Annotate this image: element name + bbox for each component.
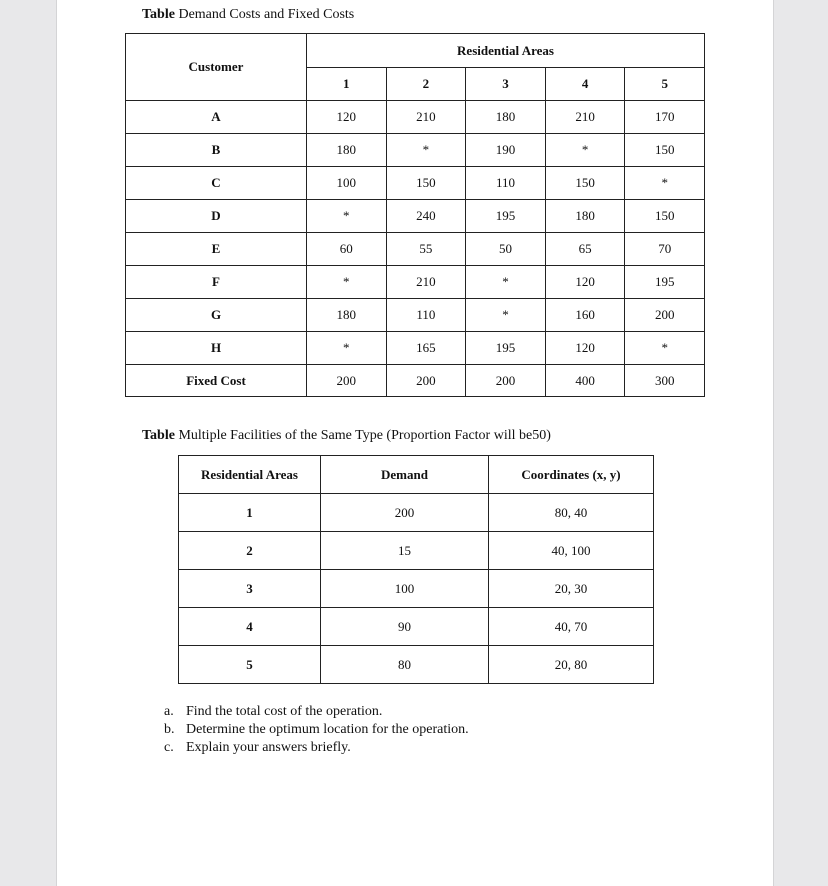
table2-header-2: Demand — [321, 456, 489, 494]
area-cell: 2 — [179, 532, 321, 570]
cost-cell: 70 — [625, 233, 705, 266]
area-header-5: 5 — [625, 68, 705, 101]
table1-caption-text: Demand Costs and Fixed Costs — [174, 7, 355, 22]
cost-cell: 50 — [466, 233, 546, 266]
question-letter: c. — [164, 740, 174, 755]
table2-caption-label: Table — [142, 428, 175, 443]
cost-cell: 120 — [545, 266, 625, 299]
question-item — [164, 739, 469, 757]
table2-caption-text: Multiple Facilities of the Same Type (Proportion Factor will be50) — [174, 428, 551, 443]
table-row — [126, 167, 705, 200]
question-item — [164, 721, 469, 739]
table-row — [126, 266, 705, 299]
customer-cell: E — [126, 233, 307, 266]
demand-cell: 90 — [321, 608, 489, 646]
cost-cell: 100 — [307, 167, 387, 200]
fixed-cost-row — [126, 365, 705, 397]
table2-caption — [142, 428, 551, 444]
customer-cell: C — [126, 167, 307, 200]
cost-cell: 150 — [625, 134, 705, 167]
area-cell: 1 — [179, 494, 321, 532]
question-letter: a. — [164, 704, 174, 719]
question-letter: b. — [164, 722, 175, 737]
table2-header-1: Residential Areas — [179, 456, 321, 494]
cost-cell: * — [625, 332, 705, 365]
area-header-2: 2 — [386, 68, 466, 101]
cost-cell: * — [307, 200, 387, 233]
cost-cell: 110 — [466, 167, 546, 200]
cost-cell: * — [386, 134, 466, 167]
demand-costs-table — [125, 33, 705, 397]
question-text: Find the total cost of the operation. — [186, 704, 383, 719]
fixed-cost-cell: 200 — [386, 365, 466, 397]
cost-cell: 150 — [545, 167, 625, 200]
question-text: Determine the optimum location for the operation. — [186, 722, 469, 737]
table1-caption — [142, 7, 354, 23]
table-row — [179, 646, 654, 684]
table-row — [179, 570, 654, 608]
cost-cell: 120 — [545, 332, 625, 365]
customer-cell: H — [126, 332, 307, 365]
coordinates-cell: 40, 70 — [489, 608, 654, 646]
cost-cell: 180 — [545, 200, 625, 233]
cost-cell: 165 — [386, 332, 466, 365]
demand-cell: 100 — [321, 570, 489, 608]
cost-cell: 180 — [307, 299, 387, 332]
question-text: Explain your answers briefly. — [186, 740, 351, 755]
area-cell: 5 — [179, 646, 321, 684]
area-header-4: 4 — [545, 68, 625, 101]
cost-cell: * — [307, 332, 387, 365]
cost-cell: 195 — [466, 332, 546, 365]
fixed-cost-cell: 200 — [307, 365, 387, 397]
area-header-1: 1 — [307, 68, 387, 101]
cost-cell: * — [307, 266, 387, 299]
cost-cell: 195 — [625, 266, 705, 299]
multiple-facilities-table — [178, 455, 654, 684]
cost-cell: 210 — [545, 101, 625, 134]
coordinates-cell: 40, 100 — [489, 532, 654, 570]
table-row — [179, 532, 654, 570]
customer-cell: D — [126, 200, 307, 233]
cost-cell: 240 — [386, 200, 466, 233]
customer-cell: B — [126, 134, 307, 167]
cost-cell: 180 — [466, 101, 546, 134]
area-cell: 4 — [179, 608, 321, 646]
cost-cell: 160 — [545, 299, 625, 332]
cost-cell: 55 — [386, 233, 466, 266]
cost-cell: 150 — [386, 167, 466, 200]
demand-cell: 80 — [321, 646, 489, 684]
coordinates-cell: 80, 40 — [489, 494, 654, 532]
table-row — [126, 299, 705, 332]
questions-list — [164, 703, 469, 757]
cost-cell: * — [466, 299, 546, 332]
table-row — [179, 608, 654, 646]
customer-cell: F — [126, 266, 307, 299]
document-page — [56, 0, 774, 886]
cost-cell: 150 — [625, 200, 705, 233]
cost-cell: 180 — [307, 134, 387, 167]
cost-cell: 120 — [307, 101, 387, 134]
fixed-cost-label: Fixed Cost — [126, 365, 307, 397]
area-cell: 3 — [179, 570, 321, 608]
cost-cell: 210 — [386, 266, 466, 299]
cost-cell: 60 — [307, 233, 387, 266]
fixed-cost-cell: 300 — [625, 365, 705, 397]
cost-cell: 65 — [545, 233, 625, 266]
customer-cell: A — [126, 101, 307, 134]
question-item — [164, 703, 469, 721]
table1-caption-label: Table — [142, 7, 175, 22]
cost-cell: 170 — [625, 101, 705, 134]
table-row — [126, 200, 705, 233]
customer-cell: G — [126, 299, 307, 332]
fixed-cost-cell: 200 — [466, 365, 546, 397]
table2-header-3: Coordinates (x, y) — [489, 456, 654, 494]
residential-areas-header: Residential Areas — [307, 34, 705, 68]
coordinates-cell: 20, 30 — [489, 570, 654, 608]
cost-cell: 190 — [466, 134, 546, 167]
table-row — [179, 494, 654, 532]
table-row — [126, 134, 705, 167]
demand-cell: 200 — [321, 494, 489, 532]
coordinates-cell: 20, 80 — [489, 646, 654, 684]
table-row — [126, 233, 705, 266]
demand-cell: 15 — [321, 532, 489, 570]
cost-cell: * — [466, 266, 546, 299]
cost-cell: 195 — [466, 200, 546, 233]
cost-cell: * — [545, 134, 625, 167]
cost-cell: * — [625, 167, 705, 200]
cost-cell: 210 — [386, 101, 466, 134]
table-row — [126, 101, 705, 134]
fixed-cost-cell: 400 — [545, 365, 625, 397]
cost-cell: 200 — [625, 299, 705, 332]
table-row — [126, 332, 705, 365]
customer-header: Customer — [126, 34, 307, 101]
cost-cell: 110 — [386, 299, 466, 332]
area-header-3: 3 — [466, 68, 546, 101]
